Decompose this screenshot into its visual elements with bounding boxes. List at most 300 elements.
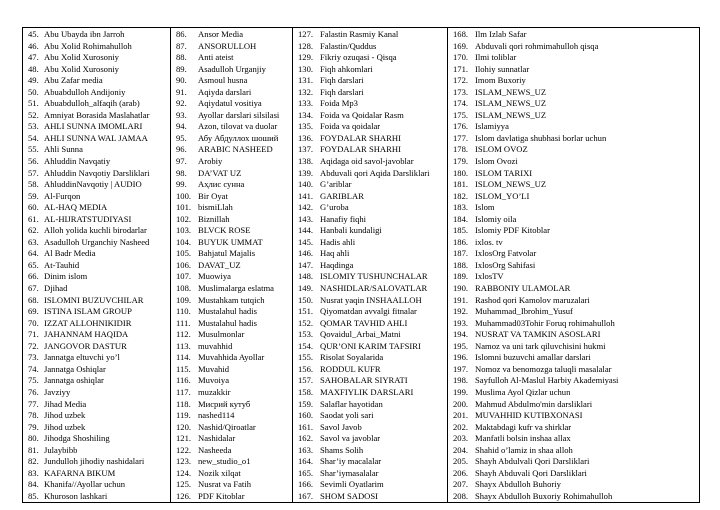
item-number: 180. — [453, 167, 469, 178]
list-item — [293, 75, 447, 87]
item-text: ISLAM_NEWS_UZ — [475, 109, 547, 120]
item-text: Qiyomatdan avvalgi fitnalar — [320, 306, 417, 317]
item-number: 202. — [453, 421, 469, 432]
item-number: 171. — [453, 63, 469, 74]
list-item — [171, 75, 292, 87]
item-number: 178. — [453, 144, 469, 155]
item-number: 84. — [28, 479, 39, 490]
item-number: 130. — [298, 63, 314, 74]
item-number: 128. — [298, 40, 314, 51]
list-item — [448, 248, 699, 260]
item-text: Nashidalar — [198, 433, 236, 444]
item-number: 182. — [453, 190, 469, 201]
item-number: 79. — [28, 421, 39, 432]
item-number: 181. — [453, 179, 469, 190]
item-number: 108. — [176, 283, 192, 294]
item-text: Amniyat Borasida Maslahatlar — [44, 109, 150, 120]
item-number: 97. — [176, 156, 187, 167]
item-text: Savol Javob — [320, 421, 362, 432]
item-number: 66. — [28, 271, 39, 282]
item-text: PDF Kitoblar — [198, 490, 245, 501]
item-number: 138. — [298, 156, 314, 167]
item-text: Julaybibb — [44, 444, 78, 455]
list-item — [293, 295, 447, 307]
list-item — [171, 364, 292, 376]
item-number: 208. — [453, 490, 469, 501]
list-item — [23, 225, 170, 237]
item-number: 142. — [298, 202, 314, 213]
item-number: 168. — [453, 29, 469, 39]
document-table — [22, 27, 700, 503]
list-item — [448, 75, 699, 87]
list-item — [23, 191, 170, 203]
item-number: 119. — [176, 410, 191, 421]
item-text: Hanbali kundaligi — [320, 225, 382, 236]
list-item — [448, 121, 699, 133]
item-number: 143. — [298, 213, 314, 224]
item-text: Savol va javoblar — [320, 433, 381, 444]
list-item — [171, 352, 292, 364]
list-item — [448, 479, 699, 491]
item-number: 82. — [28, 456, 39, 467]
list-item — [23, 121, 170, 133]
item-number: 203. — [453, 433, 469, 444]
item-number: 83. — [28, 467, 39, 478]
item-number: 73. — [28, 352, 39, 363]
item-number: 172. — [453, 75, 469, 86]
item-number: 144. — [298, 225, 314, 236]
list-item — [293, 52, 447, 64]
item-number: 140. — [298, 179, 314, 190]
item-number: 177. — [453, 132, 469, 143]
item-number: 85. — [28, 490, 39, 501]
list-item — [293, 179, 447, 191]
list-item — [23, 295, 170, 307]
item-text: ixlos. tv — [475, 236, 503, 247]
item-number: 197. — [453, 363, 469, 374]
item-number: 47. — [28, 52, 39, 63]
list-item — [23, 98, 170, 110]
item-number: 132. — [298, 86, 314, 97]
item-text: GARIBLAR — [320, 190, 364, 201]
item-text: ARABIC NASHEED — [198, 144, 273, 155]
list-item — [23, 306, 170, 318]
item-number: 110. — [176, 306, 191, 317]
list-item — [448, 306, 699, 318]
list-item — [171, 110, 292, 122]
list-item — [448, 329, 699, 341]
item-text: Jihodga Shoshiling — [44, 433, 110, 444]
item-number: 48. — [28, 63, 39, 74]
item-text: Fikriy ozuqasi - Qisqa — [320, 52, 397, 63]
list-item — [171, 399, 292, 411]
item-text: ISLAM_NEWS_UZ — [475, 86, 547, 97]
item-text: Dinim islom — [44, 271, 88, 282]
list-item — [171, 306, 292, 318]
item-text: Nusrat va Fatih — [198, 479, 251, 490]
list-item — [171, 295, 292, 307]
item-text: AHLI SUNNA WAL JAMAA — [44, 132, 148, 143]
item-number: 147. — [298, 259, 314, 270]
item-text: Muhammad03Tohir Foruq rohimahulloh — [475, 317, 615, 328]
item-number: 75. — [28, 375, 39, 386]
list-item — [23, 87, 170, 99]
item-text: Islomni buzuvchi amallar darslari — [475, 352, 591, 363]
list-item — [23, 433, 170, 445]
list-item — [293, 364, 447, 376]
list-item — [23, 271, 170, 283]
item-text: Risolat Soyalarida — [320, 352, 384, 363]
list-item — [171, 133, 292, 145]
list-item — [171, 29, 292, 41]
item-number: 70. — [28, 317, 39, 328]
list-item — [293, 64, 447, 76]
table-column-2 — [171, 28, 293, 503]
item-text: Sevimli Oyatlarim — [320, 479, 384, 490]
list-item — [448, 445, 699, 457]
item-text: Khuroson lashkari — [44, 490, 108, 501]
item-number: 156. — [298, 363, 314, 374]
list-item — [293, 87, 447, 99]
item-text: G’uroba — [320, 202, 349, 213]
item-text: Ilmi toliblar — [475, 52, 517, 63]
item-number: 91. — [176, 86, 187, 97]
list-item — [23, 64, 170, 76]
item-text: MUVAHHID KUTIBXONASI — [475, 410, 583, 421]
list-item — [23, 491, 170, 503]
item-number: 63. — [28, 236, 39, 247]
list-item — [171, 156, 292, 168]
list-item — [448, 179, 699, 191]
item-text: Jundulloh jihodiy nashidalari — [44, 456, 145, 467]
item-number: 165. — [298, 467, 314, 478]
item-text: Islom — [475, 202, 495, 213]
item-text: Musulmonlar — [198, 329, 245, 340]
item-text: muzakkir — [198, 386, 231, 397]
list-item — [171, 144, 292, 156]
list-item — [448, 375, 699, 387]
item-number: 100. — [176, 190, 192, 201]
item-text: SHOM SADOSI — [320, 490, 379, 501]
item-text: Ilohiy sunnatlar — [475, 63, 530, 74]
item-text: ISLOM OVOZ — [475, 144, 528, 155]
table-column-4 — [448, 28, 700, 503]
item-text: Foida Mp3 — [320, 98, 358, 109]
item-text: muvahhid — [198, 340, 233, 351]
item-text: Imom Buxoriy — [475, 75, 526, 86]
item-text: Jihod uzbek — [44, 410, 86, 421]
item-text: Qovaidul_Arbai_Matni — [320, 329, 401, 340]
item-number: 174. — [453, 98, 469, 109]
item-text: Islom davlatiga shubhasi borlar uchun — [475, 132, 607, 143]
item-number: 193. — [453, 317, 469, 328]
list-item — [171, 41, 292, 53]
item-number: 76. — [28, 386, 39, 397]
item-text: Aqidaga oid savol-javoblar — [320, 156, 414, 167]
item-text: Ahluddin Navqotiy Darsliklari — [44, 167, 150, 178]
list-item — [448, 422, 699, 434]
item-number: 58. — [28, 179, 39, 190]
item-text: Абу Абдуллох шоший — [198, 132, 279, 143]
list-item — [171, 271, 292, 283]
list-item — [448, 191, 699, 203]
item-number: 133. — [298, 98, 314, 109]
list-item — [171, 445, 292, 457]
list-item — [293, 283, 447, 295]
item-text: Falastin/Quddus — [320, 40, 377, 51]
list-item — [448, 283, 699, 295]
item-text: Al-Furqon — [44, 190, 81, 201]
list-item — [23, 144, 170, 156]
list-item — [171, 98, 292, 110]
item-text: Mahmud Abdulmo'min darsliklari — [475, 398, 593, 409]
list-item — [293, 341, 447, 353]
list-item — [293, 41, 447, 53]
item-number: 162. — [298, 433, 314, 444]
item-number: 116. — [176, 375, 191, 386]
item-text: Salaflar hayotidan — [320, 398, 383, 409]
item-text: Muowiya — [198, 271, 231, 282]
item-text: Abu Xolid Rohimahulloh — [44, 40, 132, 51]
list-item — [448, 98, 699, 110]
item-number: 190. — [453, 283, 469, 294]
item-text: Аҳлис сунна — [198, 179, 245, 190]
item-number: 187. — [453, 248, 469, 259]
item-text: ISTINA ISLAM GROUP — [44, 306, 132, 317]
list-item — [448, 133, 699, 145]
list-item — [448, 387, 699, 399]
item-text: IZZAT ALLOHNIKIDIR — [44, 317, 132, 328]
item-text: G’ariblar — [320, 179, 352, 190]
item-text: Fiqh darslari — [320, 75, 364, 86]
list-item — [171, 433, 292, 445]
item-number: 170. — [453, 52, 469, 63]
item-text: AhluddinNavqotiy | AUDIO — [44, 179, 142, 190]
item-text: Azon, tilovat va duolar — [198, 121, 278, 132]
item-text: Islomiy oila — [475, 213, 517, 224]
item-number: 125. — [176, 479, 192, 490]
list-item — [293, 375, 447, 387]
item-text: Fiqh darslari — [320, 86, 364, 97]
item-number: 184. — [453, 213, 469, 224]
item-text: BLVCK ROSE — [198, 225, 251, 236]
item-text: Jannatga Oshiqlar — [44, 363, 106, 374]
item-number: 148. — [298, 271, 314, 282]
item-text: Abu Xolid Xurosoniy — [44, 63, 119, 74]
list-item — [293, 387, 447, 399]
item-number: 64. — [28, 248, 39, 259]
list-item — [293, 445, 447, 457]
list-item — [23, 468, 170, 480]
list-item — [23, 318, 170, 330]
item-text: ISLOM_YO’LI — [475, 190, 530, 201]
list-item — [448, 456, 699, 468]
item-number: 164. — [298, 456, 314, 467]
list-item — [448, 295, 699, 307]
item-number: 179. — [453, 156, 469, 167]
list-item — [171, 214, 292, 226]
item-number: 53. — [28, 121, 39, 132]
list-item — [171, 191, 292, 203]
item-text: Jihad Media — [44, 398, 87, 409]
item-text: ISLAM_NEWS_UZ — [475, 98, 547, 109]
item-number: 59. — [28, 190, 39, 201]
list-item — [171, 237, 292, 249]
list-item — [448, 29, 699, 41]
list-item — [171, 479, 292, 491]
item-text: Shar’iymasalalar — [320, 467, 379, 478]
item-text: Djihad — [44, 283, 68, 294]
item-text: Muslima Ayol Qizlar uchun — [475, 386, 571, 397]
item-text: Rashod qori Kamolov maruzalari — [475, 294, 590, 305]
list-item — [448, 202, 699, 214]
list-item — [171, 260, 292, 272]
item-text: Islomiy PDF Kitoblar — [475, 225, 550, 236]
item-number: 104. — [176, 236, 192, 247]
item-number: 121. — [176, 433, 192, 444]
list-item — [23, 133, 170, 145]
list-item — [23, 214, 170, 226]
table-column-3 — [293, 28, 448, 503]
item-number: 183. — [453, 202, 469, 213]
item-number: 68. — [28, 294, 39, 305]
item-text: Hanafiy fiqhi — [320, 213, 367, 224]
item-number: 81. — [28, 444, 39, 455]
list-item — [23, 52, 170, 64]
item-number: 173. — [453, 86, 469, 97]
item-number: 201. — [453, 410, 469, 421]
item-number: 141. — [298, 190, 314, 201]
item-number: 89. — [176, 63, 187, 74]
item-text: Bahjatul Majalis — [198, 248, 256, 259]
item-text: Biznillah — [198, 213, 230, 224]
item-number: 98. — [176, 167, 187, 178]
list-item — [448, 225, 699, 237]
item-text: Abu Xolid Xurosoniy — [44, 52, 119, 63]
item-number: 117. — [176, 386, 191, 397]
item-number: 194. — [453, 329, 469, 340]
item-text: Abu Ubayda ibn Jarroh — [44, 29, 125, 39]
list-item — [293, 202, 447, 214]
item-number: 62. — [28, 225, 39, 236]
item-number: 88. — [176, 52, 187, 63]
list-item — [171, 456, 292, 468]
item-text: Abuabdulloh_alfaqih (arab) — [44, 98, 140, 109]
item-number: 175. — [453, 109, 469, 120]
item-number: 86. — [176, 29, 187, 39]
list-item — [23, 168, 170, 180]
item-text: Jannatga eltuvchi yo’l — [44, 352, 120, 363]
list-item — [293, 306, 447, 318]
item-text: new_studio_o1 — [198, 456, 251, 467]
item-number: 55. — [28, 144, 39, 155]
list-item — [171, 64, 292, 76]
item-text: AHLI SUNNA IMOMLARI — [44, 121, 143, 132]
list-item — [448, 41, 699, 53]
list-item — [171, 52, 292, 64]
item-number: 151. — [298, 306, 314, 317]
list-item — [293, 456, 447, 468]
item-number: 46. — [28, 40, 39, 51]
list-item — [293, 260, 447, 272]
item-number: 189. — [453, 271, 469, 282]
list-item — [448, 468, 699, 480]
item-number: 169. — [453, 40, 469, 51]
item-number: 167. — [298, 490, 314, 501]
item-number: 109. — [176, 294, 192, 305]
list-item — [293, 121, 447, 133]
list-item — [448, 260, 699, 272]
item-text: Mustalahul hadis — [198, 317, 257, 328]
item-text: Muvahhida Ayollar — [198, 352, 265, 363]
item-number: 200. — [453, 398, 469, 409]
item-text: RODDUL KUFR — [320, 363, 381, 374]
list-item — [171, 387, 292, 399]
item-text: Maktabdagi kufr va shirklar — [475, 421, 572, 432]
item-number: 71. — [28, 329, 39, 340]
item-number: 146. — [298, 248, 314, 259]
item-number: 166. — [298, 479, 314, 490]
item-text: Manfatli bolsin inshaa allax — [475, 433, 571, 444]
item-text: Shar’iy macalalar — [320, 456, 382, 467]
list-item — [23, 399, 170, 411]
item-number: 124. — [176, 467, 192, 478]
item-text: ANSORULLOH — [198, 40, 257, 51]
item-number: 95. — [176, 132, 187, 143]
list-item — [448, 433, 699, 445]
table-row — [23, 28, 700, 503]
item-number: 196. — [453, 352, 469, 363]
list-item — [23, 479, 170, 491]
item-text: ISLOMIY TUSHUNCHALAR — [320, 271, 428, 282]
item-text: Fiqh ahkomlari — [320, 63, 373, 74]
list-item — [293, 191, 447, 203]
item-text: Shayx Abdulloh Buhoriy — [475, 479, 561, 490]
item-number: 80. — [28, 433, 39, 444]
list-item — [293, 214, 447, 226]
item-number: 191. — [453, 294, 469, 305]
list-item — [448, 214, 699, 226]
item-text: Saodat yoli sari — [320, 410, 374, 421]
item-text: Mustahkam tutqich — [198, 294, 265, 305]
item-text: Arobiy — [198, 156, 223, 167]
item-text: JANGOVOR DASTUR — [44, 340, 127, 351]
item-number: 155. — [298, 352, 314, 363]
list-item — [448, 318, 699, 330]
item-number: 60. — [28, 202, 39, 213]
list-item — [171, 468, 292, 480]
item-text: Ahli Sunna — [44, 144, 83, 155]
item-text: Aqiyda darslari — [198, 86, 252, 97]
item-number: 149. — [298, 283, 314, 294]
item-text: Hadis ahli — [320, 236, 356, 247]
item-number: 154. — [298, 340, 314, 351]
item-number: 51. — [28, 98, 39, 109]
item-text: At-Tauhid — [44, 259, 80, 270]
item-text: Мисрий кутуб — [198, 398, 251, 409]
item-text: Falastin Rasmiy Kanal — [320, 29, 399, 39]
item-text: QOMAR TAVHID AHLI — [320, 317, 408, 328]
list-item — [448, 52, 699, 64]
list-item — [171, 491, 292, 503]
item-number: 87. — [176, 40, 187, 51]
list-item — [448, 144, 699, 156]
item-number: 159. — [298, 398, 314, 409]
list-item — [23, 410, 170, 422]
item-number: 65. — [28, 259, 39, 270]
item-text: NUSRAT VA TAMKIN ASOSLARI — [475, 329, 601, 340]
list-item — [293, 329, 447, 341]
